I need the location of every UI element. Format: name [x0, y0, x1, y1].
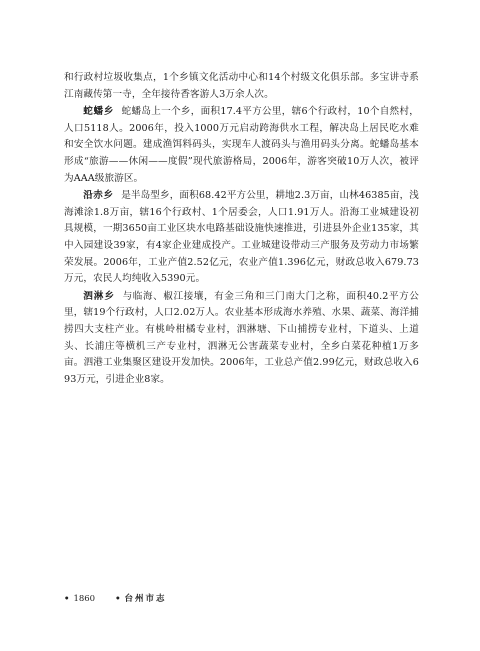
paragraph-text: 与临海、椒江接壤，有金三角和三门南大门之称，面积40.2平方公里，辖19个行政村，人口2.02万人。农业基本形成海水养殖、水果、蔬菜、海洋捕捞四大支柱产业。有桃岭柑橘专业村，泗淋塘、下山捕捞专业村，下道头、上道头、长浦庄等横机三产专业村，泗淋无公害蔬菜专业村，全乡白菜花种植1万多亩。泗港工业集聚区建设开发加快。2006年，工业总产值2.99亿元，财政总收入693万元，引进企业8家。 [64, 290, 419, 385]
paragraph-text: 蛇蟠岛上一个乡，面积17.4平方公里，辖6个行政村，10个自然村，人口5118人。2006年，投入1000万元启动跨海供水工程，解决岛上居民吃水难和安全饮水问题。建成渔饵料码头，实现车人渡码头与渔用码头分离。蛇蟠岛基本形成“旅游——休闲——度假”现代旅游格局，2006年，游客突破10万人次，被评为AAA级旅游区。 [64, 106, 419, 184]
section-heading-shepan: 蛇蟠乡 [83, 106, 114, 118]
page-number: 1860 [73, 594, 96, 604]
section-heading-yanchi: 沿赤乡 [83, 190, 114, 202]
book-title: 台州市志 [124, 594, 167, 604]
document-body [64, 70, 419, 388]
paragraph-silin [64, 289, 419, 389]
page-footer [64, 592, 167, 604]
paragraph-text: 和行政村垃圾收集点，1个乡镇文化活动中心和14个村级文化俱乐部。多宝讲寺系江南藏传第一寺，全年接待香客游人3万余人次。 [64, 72, 419, 100]
section-heading-silin: 泗淋乡 [83, 290, 115, 302]
paragraph-yanchi [64, 188, 419, 288]
paragraph-text: 是半岛型乡，面积68.42平方公里，耕地2.3万亩，山林46385亩，浅海滩涂1.8万亩，辖16个行政村、1个居委会，人口1.91万人。沿海工业城建设初具规模，一期3650亩工业区块水电路基础设施快速推进，引进县外企业135家，其中入园建设39家，有4家企业建成投产。工业城建设带动三产服务及劳动力市场繁荣发展。2006年，工业产值2.52亿元，农业产值1.396亿元，财政总收入679.73万元，农民人均纯收入5390元。 [64, 190, 420, 285]
paragraph-duobao [64, 70, 419, 103]
footer-bullet: • [64, 594, 70, 604]
footer-bullet-right: • [115, 594, 121, 604]
paragraph-shepan [64, 104, 419, 187]
